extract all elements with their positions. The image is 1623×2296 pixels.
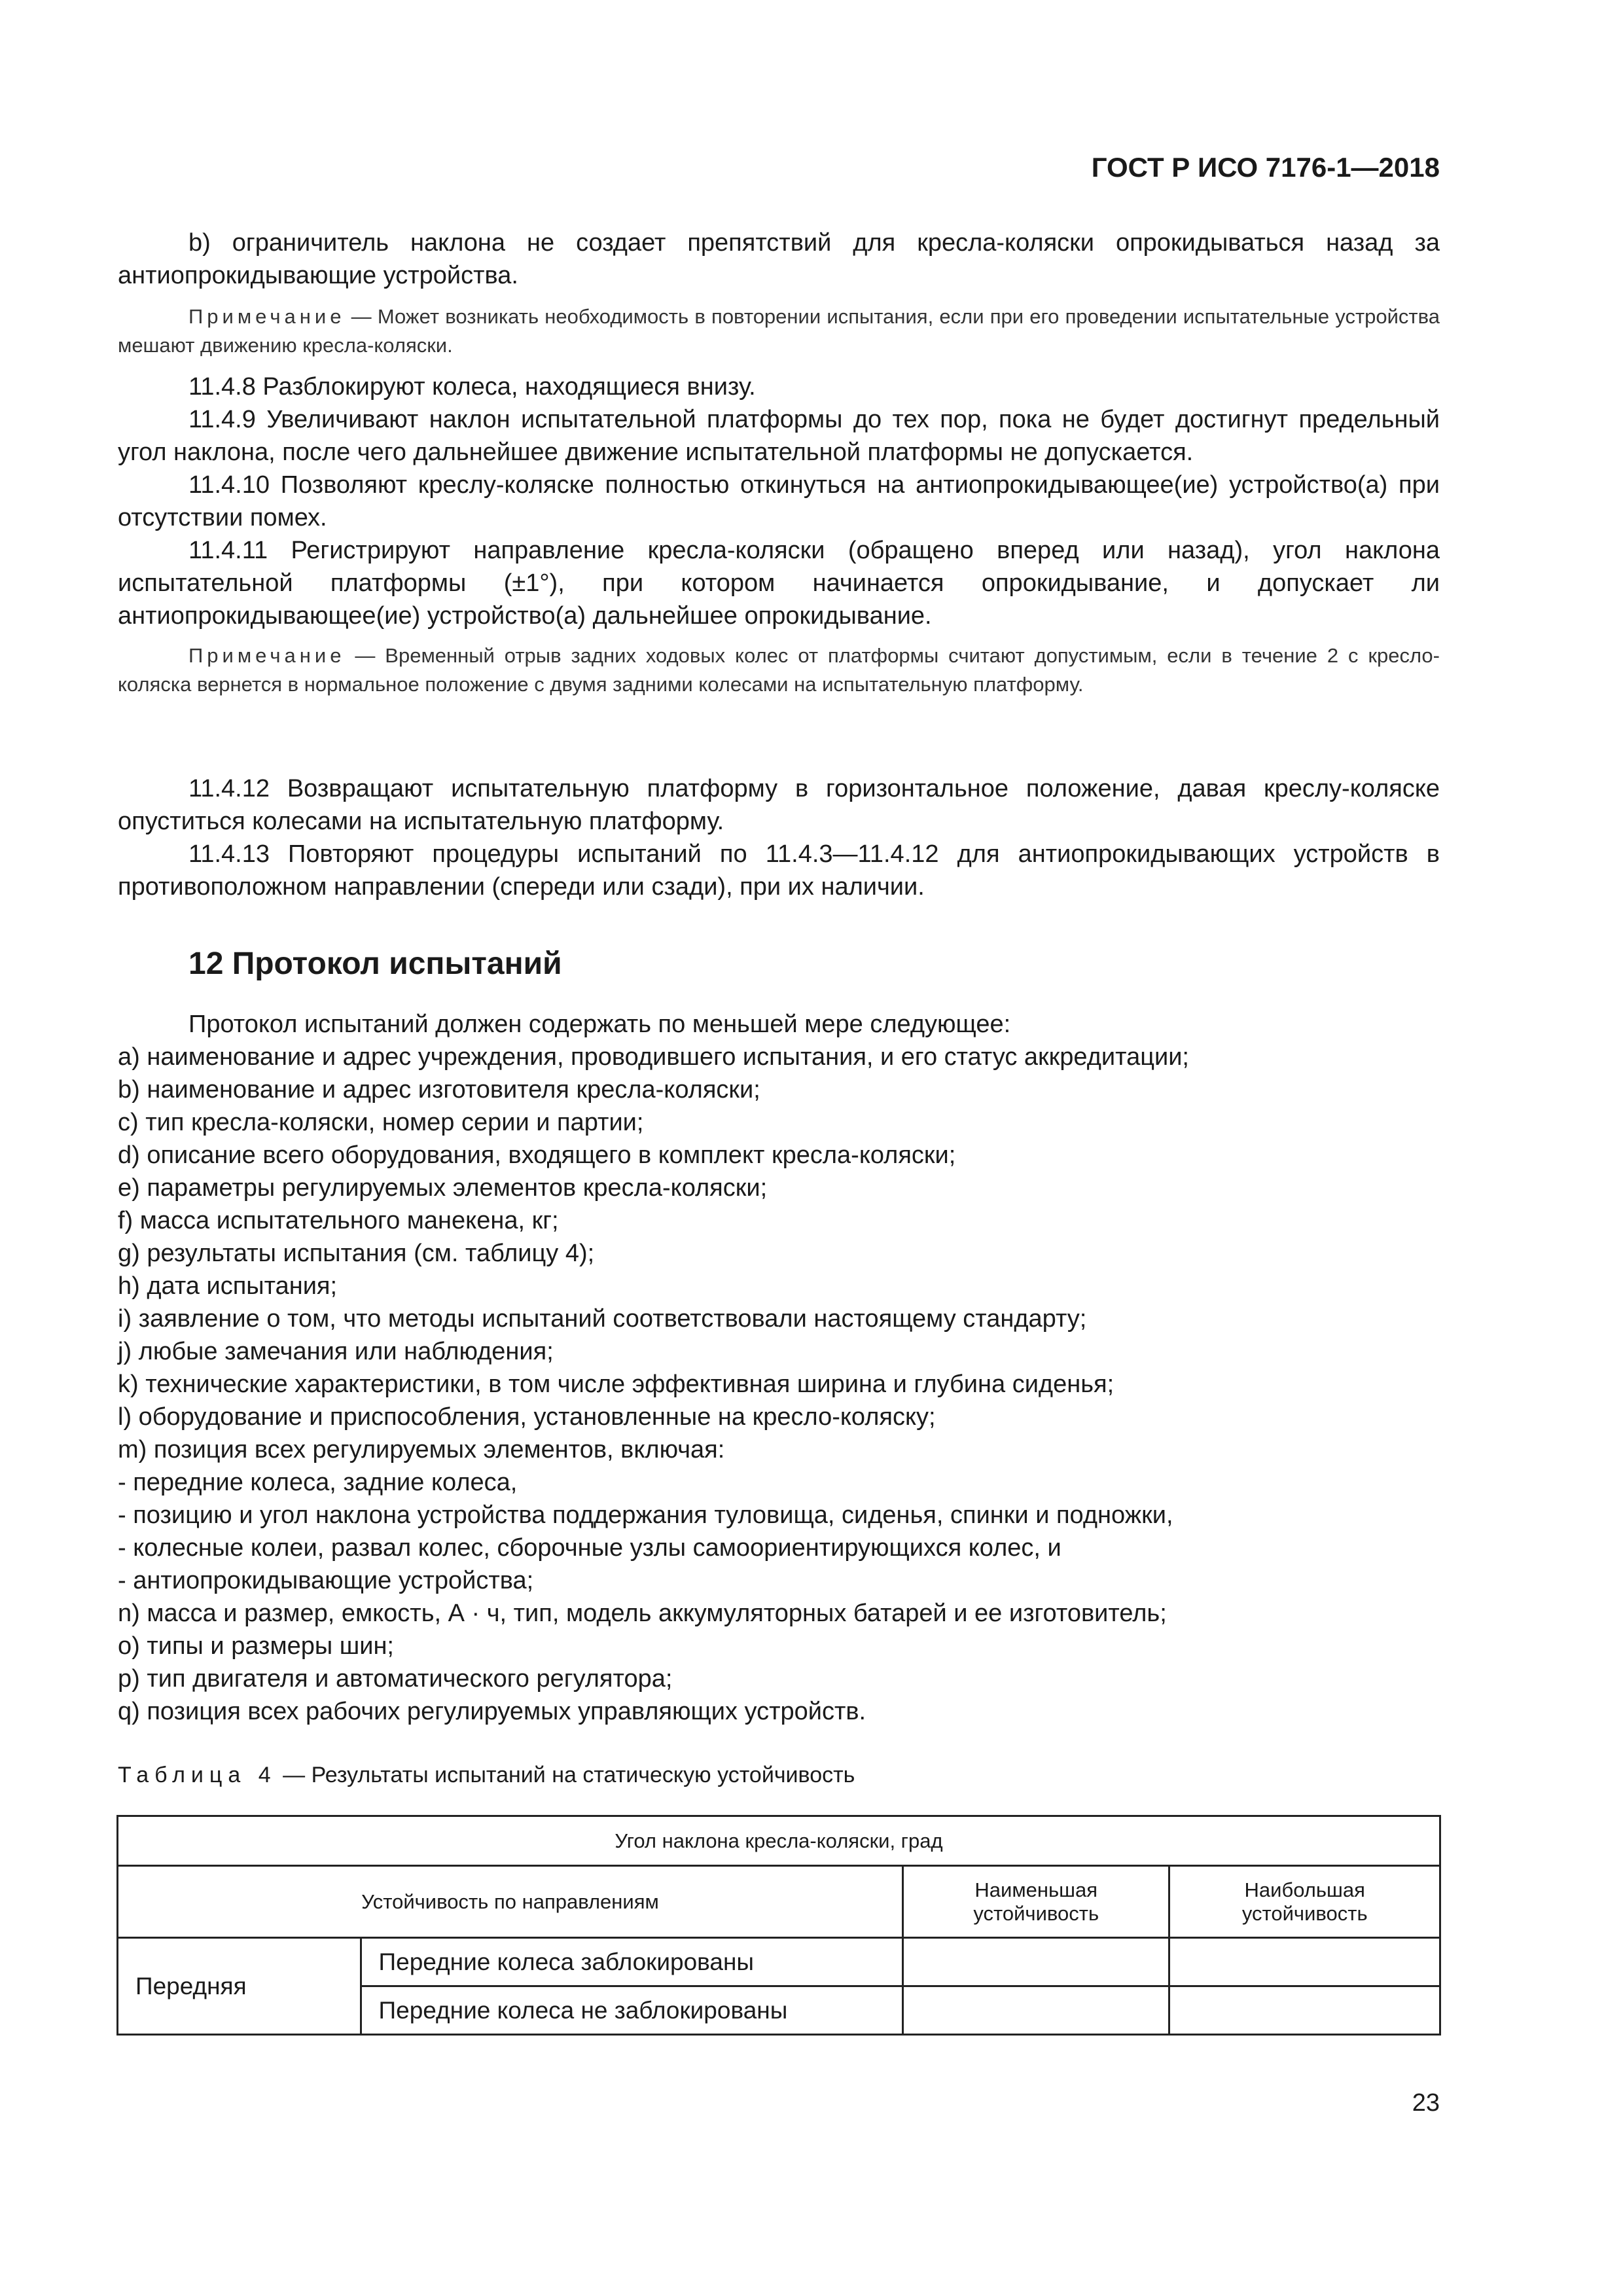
list-item: - позицию и угол наклона устройства поддержания туловища, сиденья, спинки и подножки, <box>118 1501 1173 1529</box>
list-item: k) технические характеристики, в том числе эффективная ширина и глубина сиденья; <box>118 1371 1115 1398</box>
list-item: h) дата испытания; <box>118 1272 338 1300</box>
cell-min-value <box>902 1938 1169 1986</box>
section-12-intro: Протокол испытаний должен содержать по меньшей мере следующее: <box>188 1011 1011 1038</box>
row-condition: Передние колеса не заблокированы <box>361 1986 902 2035</box>
row-condition: Передние колеса заблокированы <box>361 1938 902 1986</box>
table-4-caption-label: Таблица 4 <box>118 1763 277 1787</box>
list-item: i) заявление о том, что методы испытаний соответствовали настоящему стандарту; <box>118 1305 1087 1333</box>
paragraph-11-4-10: 11.4.10 Позволяют креслу-коляске полностью откинуться на антиопрокидывающее(ие) устройство(а) при отсутствии помех. <box>118 471 1440 531</box>
cell-min-value <box>902 1986 1169 2035</box>
list-item: m) позиция всех регулируемых элементов, включая: <box>118 1436 725 1463</box>
table-header-row <box>118 1816 1440 1866</box>
list-item: f) масса испытательного манекена, кг; <box>118 1207 559 1234</box>
paragraph-11-4-8: 11.4.8 Разблокируют колеса, находящиеся внизу. <box>188 373 756 401</box>
list-item: p) тип двигателя и автоматического регулятора; <box>118 1665 673 1693</box>
column-header-min-stability: Наименьшая устойчивость <box>902 1866 1169 1938</box>
item-b-paragraph: b) ограничитель наклона не создает препятствий для кресла-коляски опрокидываться назад за антиопрокидывающие устройства. <box>118 229 1440 289</box>
list-item: - антиопрокидывающие устройства; <box>118 1567 534 1594</box>
note-2-text: — Временный отрыв задних ходовых колес от платформы считают допустимым, если в течение 2 с кресло-коляска вернется в нормальное положение с двумя задними колесами на испытательную платформу. <box>118 644 1440 696</box>
standard-header: ГОСТ Р ИСО 7176-1—2018 <box>1091 152 1440 183</box>
table-4-caption <box>118 1763 1440 1788</box>
list-item: q) позиция всех рабочих регулируемых управляющих устройств. <box>118 1698 866 1725</box>
list-item: j) любые замечания или наблюдения; <box>118 1338 554 1365</box>
paragraph-11-4-12: 11.4.12 Возвращают испытательную платформу в горизонтальное положение, давая креслу-коляске опуститься колесами на испытательную платформу. <box>118 775 1440 835</box>
list-item: - колесные колеи, развал колес, сборочные узлы самоориентирующихся колес, и <box>118 1534 1061 1562</box>
table-4-caption-text: — Результаты испытаний на статическую устойчивость <box>283 1763 855 1787</box>
paragraph-11-4-9: 11.4.9 Увеличивают наклон испытательной платформы до тех пор, пока не будет достигнут предельный угол наклона, после чего дальнейшее движение испытательной платформы не допускается. <box>118 406 1440 466</box>
list-item: b) наименование и адрес изготовителя кресла-коляски; <box>118 1076 760 1103</box>
list-item: o) типы и размеры шин; <box>118 1632 394 1660</box>
paragraph-11-4-13: 11.4.13 Повторяют процедуры испытаний по 11.4.3—11.4.12 для антиопрокидывающих устройств в противоположном направлении (спереди или сзади), при их наличии. <box>118 840 1440 901</box>
stability-results-table <box>116 1815 1441 2036</box>
note-2-label: Примечание <box>188 644 346 667</box>
paragraph-11-4-11: 11.4.11 Регистрируют направление кресла-коляски (обращено вперед или назад), угол наклона испытательной платформы (±1°), при котором начинается опрокидывание, и допускает ли антиопрокидывающее(ие) устройство(а) дальнейшее опрокидывание. <box>118 537 1440 630</box>
list-item: n) масса и размер, емкость, А · ч, тип, модель аккумуляторных батарей и ее изготовитель; <box>118 1600 1167 1627</box>
list-item: a) наименование и адрес учреждения, проводившего испытания, и его статус аккредитации; <box>118 1043 1189 1071</box>
note-1-label: Примечание <box>188 305 346 328</box>
list-item: d) описание всего оборудования, входящего в комплект кресла-коляски; <box>118 1141 956 1169</box>
note-1 <box>118 302 1440 360</box>
row-group-front: Передняя <box>118 1938 361 2035</box>
list-item: e) параметры регулируемых элементов кресла-коляски; <box>118 1174 768 1202</box>
section-12-heading: 12 Протокол испытаний <box>188 946 562 981</box>
cell-max-value <box>1169 1986 1440 2035</box>
note-1-text: — Может возникать необходимость в повторении испытания, если при его проведении испытательные устройства мешают движению кресла-коляски. <box>118 305 1440 357</box>
column-header-max-stability: Наибольшая устойчивость <box>1169 1866 1440 1938</box>
table-header-angle: Угол наклона кресла-коляски, град <box>118 1816 1440 1866</box>
table-row <box>118 1938 1440 1986</box>
list-item: - передние колеса, задние колеса, <box>118 1469 518 1496</box>
cell-max-value <box>1169 1938 1440 1986</box>
page-number: 23 <box>1412 2089 1440 2117</box>
table-column-header-row <box>118 1866 1440 1938</box>
list-item: c) тип кресла-коляски, номер серии и партии; <box>118 1109 644 1136</box>
list-item: g) результаты испытания (см. таблицу 4); <box>118 1240 595 1267</box>
column-header-direction: Устойчивость по направлениям <box>118 1866 903 1938</box>
report-items-list <box>118 1041 1440 1728</box>
note-2 <box>118 641 1440 699</box>
list-item: l) оборудование и приспособления, установленные на кресло-коляску; <box>118 1403 936 1431</box>
